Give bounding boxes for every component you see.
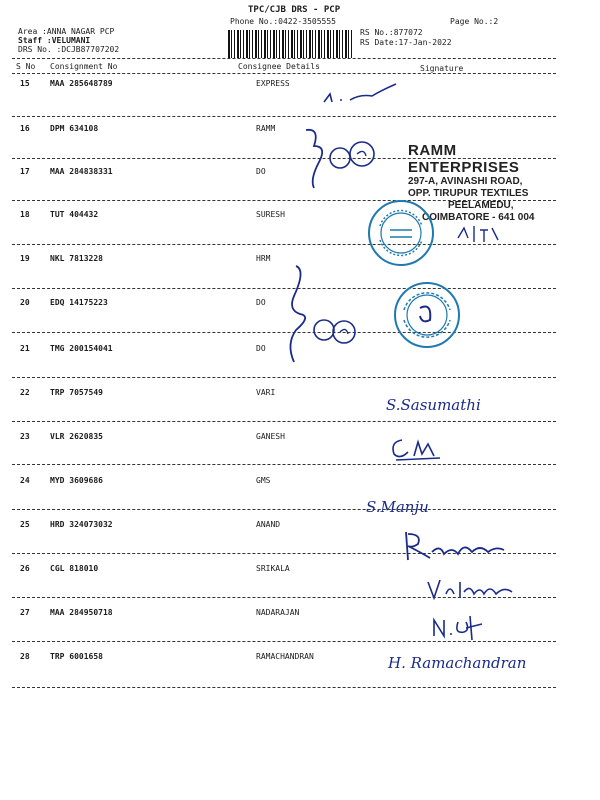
row-consignee: VARI bbox=[256, 388, 276, 397]
row-sno: 28 bbox=[20, 652, 30, 661]
row-consignee: DO bbox=[256, 167, 266, 176]
phone-number: Phone No.:0422-3505555 bbox=[230, 17, 336, 26]
row-consignment: MAA 284838331 bbox=[50, 167, 113, 176]
barcode bbox=[228, 30, 354, 58]
row-consignee: GMS bbox=[256, 476, 271, 485]
table-row bbox=[0, 432, 600, 476]
column-consignment: Consignment No bbox=[50, 62, 118, 71]
row-consignment: TMG 200154041 bbox=[50, 344, 113, 353]
row-sno: 26 bbox=[20, 564, 30, 573]
area-label: Area :ANNA NAGAR PCP bbox=[18, 27, 115, 36]
row-divider bbox=[12, 464, 556, 465]
signature-mark-icon bbox=[430, 612, 490, 642]
row-divider bbox=[12, 509, 556, 510]
row-divider bbox=[12, 421, 556, 422]
row-consignment: MYD 3609686 bbox=[50, 476, 103, 485]
row-divider bbox=[12, 687, 556, 688]
row-consignee: SURESH bbox=[256, 210, 285, 219]
round-seal-icon bbox=[392, 280, 462, 350]
signature-mark-icon bbox=[388, 432, 448, 464]
row-consignee: EXPRESS bbox=[256, 79, 290, 88]
table-row bbox=[0, 388, 600, 432]
signature-mark-icon bbox=[424, 574, 518, 604]
signature-row-24: S.Manju bbox=[366, 498, 429, 516]
row-sno: 19 bbox=[20, 254, 30, 263]
row-consignment: NKL 7813228 bbox=[50, 254, 103, 263]
row-consignment: TRP 6001658 bbox=[50, 652, 103, 661]
row-consignment: HRD 324073032 bbox=[50, 520, 113, 529]
row-consignment: EDQ 14175223 bbox=[50, 298, 108, 307]
stamp-address-line: PEELAMEDU, bbox=[448, 200, 514, 211]
row-consignment: MAA 285648789 bbox=[50, 79, 113, 88]
row-consignee: ANAND bbox=[256, 520, 281, 529]
row-sno: 15 bbox=[20, 79, 30, 88]
stamp-company-name: RAMM ENTERPRISES bbox=[408, 142, 520, 176]
row-sno: 23 bbox=[20, 432, 30, 441]
column-signature: Signature bbox=[420, 64, 464, 73]
row-consignee: DO bbox=[256, 298, 266, 307]
signature-mark-icon bbox=[282, 260, 372, 370]
row-consignee: GANESH bbox=[256, 432, 285, 441]
row-sno: 25 bbox=[20, 520, 30, 529]
row-consignment: CGL 818010 bbox=[50, 564, 99, 573]
row-consignee: NADARAJAN bbox=[256, 608, 300, 617]
row-consignee: RAMACHANDRAN bbox=[256, 652, 314, 661]
signature-mark-icon bbox=[300, 124, 390, 196]
signature-mark-icon bbox=[320, 76, 420, 112]
row-sno: 24 bbox=[20, 476, 30, 485]
stamp-address-line: COIMBATORE - 641 004 bbox=[422, 212, 535, 223]
row-divider bbox=[12, 116, 556, 117]
row-sno: 16 bbox=[20, 124, 30, 133]
row-consignment: DPM 634108 bbox=[50, 124, 99, 133]
signature-mark-icon bbox=[400, 528, 510, 564]
page-number: Page No.:2 bbox=[450, 17, 499, 26]
column-consignee: Consignee Details bbox=[238, 62, 320, 71]
signature-row-22: S.Sasumathi bbox=[386, 396, 481, 414]
header-rule bbox=[12, 58, 556, 59]
round-seal-icon bbox=[366, 198, 436, 268]
rs-number: RS No.:877072 bbox=[360, 28, 423, 37]
column-sno: S No bbox=[16, 62, 36, 71]
staff-label: Staff :VELUMANI bbox=[18, 36, 91, 45]
rs-date: RS Date:17-Jan-2022 bbox=[360, 38, 452, 47]
column-header-rule bbox=[12, 73, 556, 74]
row-sno: 18 bbox=[20, 210, 30, 219]
table-row bbox=[0, 476, 600, 520]
row-consignment: TRP 7057549 bbox=[50, 388, 103, 397]
row-consignment: MAA 284950718 bbox=[50, 608, 113, 617]
row-consignee: DO bbox=[256, 344, 266, 353]
row-divider bbox=[12, 377, 556, 378]
row-consignee: HRM bbox=[256, 254, 271, 263]
drs-number: DRS No. :DCJB87707202 bbox=[18, 45, 120, 54]
row-sno: 22 bbox=[20, 388, 30, 397]
row-sno: 27 bbox=[20, 608, 30, 617]
table-row bbox=[0, 520, 600, 564]
row-consignee: RAMM bbox=[256, 124, 276, 133]
stamp-address-line: 297-A, AVINASHI ROAD, bbox=[408, 176, 523, 187]
initials-mark-icon bbox=[454, 222, 504, 246]
row-consignee: SRIKALA bbox=[256, 564, 290, 573]
stamp-address-line: OPP. TIRUPUR TEXTILES bbox=[408, 188, 529, 199]
signature-row-28: H. Ramachandran bbox=[388, 654, 527, 672]
row-consignment: VLR 2620835 bbox=[50, 432, 103, 441]
table-row bbox=[0, 608, 600, 652]
doc-title: TPC/CJB DRS - PCP bbox=[248, 5, 341, 15]
row-sno: 21 bbox=[20, 344, 30, 353]
row-sno: 17 bbox=[20, 167, 30, 176]
row-sno: 20 bbox=[20, 298, 30, 307]
row-consignment: TUT 404432 bbox=[50, 210, 99, 219]
